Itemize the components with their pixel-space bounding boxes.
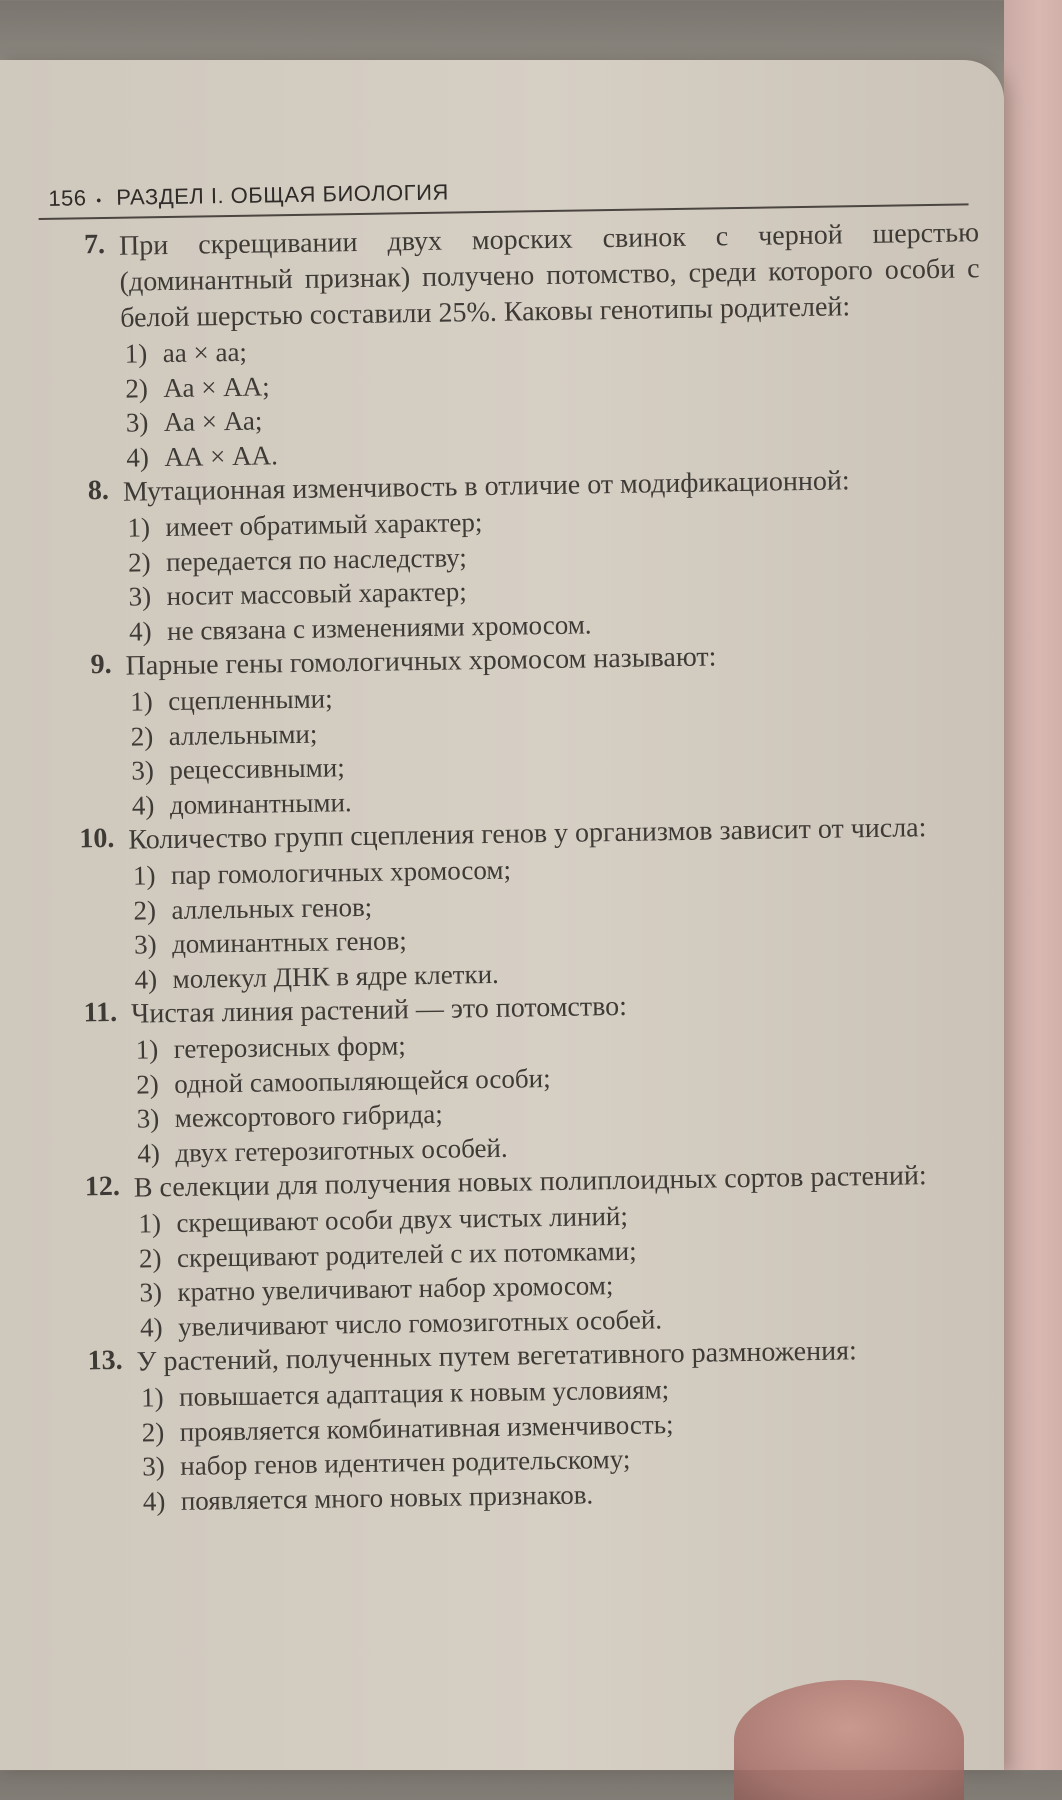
- page-number: 156: [48, 185, 87, 211]
- option-text: набор генов идентичен родительскому;: [180, 1443, 631, 1481]
- option-number: 1): [132, 860, 156, 891]
- question-text: Чистая линия растений — это потомство:: [130, 990, 628, 1030]
- option-text: скрещивают особи двух чистых линий;: [176, 1200, 629, 1238]
- option-number: 1): [127, 512, 151, 543]
- option-number: 3): [125, 407, 149, 438]
- adjacent-page-edge: [1004, 0, 1062, 1770]
- option-text: проявляется комбинативная изменчивость;: [179, 1408, 674, 1447]
- question-2: [45, 635, 998, 824]
- question-number: 9.: [90, 648, 112, 681]
- option-text: не связана с изменениями хромосом.: [166, 608, 592, 646]
- answer-options: [133, 845, 1001, 997]
- question-number: 7.: [83, 228, 106, 261]
- option-text: носит массовый характер;: [166, 576, 467, 612]
- answer-options: [138, 1193, 1006, 1345]
- question-text: Количество групп сцепления генов у организмов зависит от числа:: [128, 812, 927, 856]
- option-text: аа × аа;: [162, 336, 248, 369]
- option-text: скрещивают родителей с их потомками;: [176, 1235, 637, 1273]
- option-text: сцепленными;: [167, 683, 333, 717]
- option-number: 1): [138, 1208, 162, 1239]
- answer-options: [141, 1367, 1009, 1519]
- option-number: 4): [134, 963, 158, 995]
- question-0: [39, 215, 993, 476]
- question-3: [48, 809, 1001, 998]
- option-number: 2): [127, 546, 151, 578]
- question-1: [43, 461, 996, 650]
- option-text: повышается адаптация к новым условиям;: [178, 1374, 670, 1412]
- option-number: 4): [128, 615, 152, 647]
- option-text: пар гомологичных хромосом;: [170, 854, 512, 890]
- book-page: [0, 60, 1004, 1770]
- option-number: 3): [131, 755, 155, 786]
- answer-options: [125, 323, 993, 475]
- option-number: 3): [139, 1277, 163, 1308]
- option-number: 3): [128, 581, 152, 612]
- option-text: двух гетерозиготных особей.: [175, 1132, 508, 1168]
- option-text: одной самоопыляющейся особи;: [174, 1062, 551, 1099]
- option-text: кратно увеличивают набор хромосом;: [177, 1270, 614, 1307]
- option-number: 2): [141, 1416, 165, 1448]
- question-4: [51, 983, 1004, 1172]
- question-5: [54, 1157, 1007, 1346]
- question-text: Парные гены гомологичных хромосом называют:: [125, 641, 717, 682]
- option-number: 1): [130, 686, 153, 717]
- option-number: 2): [133, 894, 157, 926]
- option-number: 1): [124, 338, 148, 369]
- option-text: увеличивают число гомозиготных особей.: [177, 1303, 663, 1342]
- option-number: 4): [131, 789, 155, 821]
- question-text: В селекции для получения новых полиплоидных сортов растений:: [133, 1160, 927, 1204]
- option-number: 1): [140, 1382, 164, 1413]
- option-text: АА × АА.: [164, 439, 279, 472]
- answer-options: [135, 1019, 1003, 1171]
- question-list: [39, 215, 1009, 1520]
- option-number: 2): [136, 1068, 159, 1100]
- option-text: рецессивными;: [169, 752, 345, 786]
- question-number: 13.: [87, 1344, 123, 1377]
- question-6: [56, 1331, 1009, 1520]
- option-text: гетерозисных форм;: [173, 1030, 407, 1064]
- option-text: имеет обратимый характер;: [165, 507, 483, 543]
- question-text: У растений, полученных путем вегетативного размножения:: [136, 1335, 857, 1378]
- option-text: передается по наследству;: [165, 541, 468, 577]
- option-number: 2): [130, 720, 154, 752]
- option-text: аллельными;: [168, 718, 318, 751]
- question-text: При скрещивании двух морских свинок с черной шерстью (доминантный признак) получено потомство, среди которого особи с белой шерстью составили 25%. Каковы генотипы родителей:: [118, 217, 980, 334]
- option-number: 4): [142, 1485, 166, 1517]
- page-content: [38, 163, 1009, 1520]
- running-header: [38, 163, 969, 220]
- answer-options: [127, 497, 995, 649]
- option-number: 4): [126, 441, 150, 473]
- option-text: доминантных генов;: [171, 925, 407, 959]
- option-text: Аа × АА;: [163, 370, 270, 403]
- option-text: аллельных генов;: [171, 891, 373, 925]
- option-number: 4): [139, 1311, 163, 1343]
- option-text: доминантными.: [169, 786, 352, 820]
- thumb: [734, 1680, 964, 1800]
- option-number: 3): [136, 1103, 160, 1134]
- option-number: 2): [138, 1242, 162, 1274]
- question-number: 10.: [79, 822, 115, 855]
- option-text: появляется много новых признаков.: [180, 1478, 594, 1516]
- section-title: РАЗДЕЛ I. ОБЩАЯ БИОЛОГИЯ: [116, 179, 449, 210]
- header-bullet: •: [96, 192, 102, 209]
- option-number: 3): [142, 1451, 165, 1482]
- question-number: 12.: [84, 1170, 121, 1203]
- option-text: молекул ДНК в ядре клетки.: [172, 958, 500, 994]
- option-number: 4): [137, 1137, 161, 1169]
- option-number: 1): [135, 1034, 159, 1065]
- option-number: 2): [125, 372, 149, 404]
- question-number: 11.: [83, 996, 118, 1029]
- question-number: 8.: [87, 474, 110, 507]
- option-text: Аа × Аа;: [163, 405, 263, 438]
- question-text: Мутационная изменчивость в отличие от модификационной:: [122, 465, 850, 508]
- option-text: межсортового гибрида;: [174, 1098, 443, 1133]
- option-number: 3): [133, 929, 157, 960]
- answer-options: [130, 671, 998, 823]
